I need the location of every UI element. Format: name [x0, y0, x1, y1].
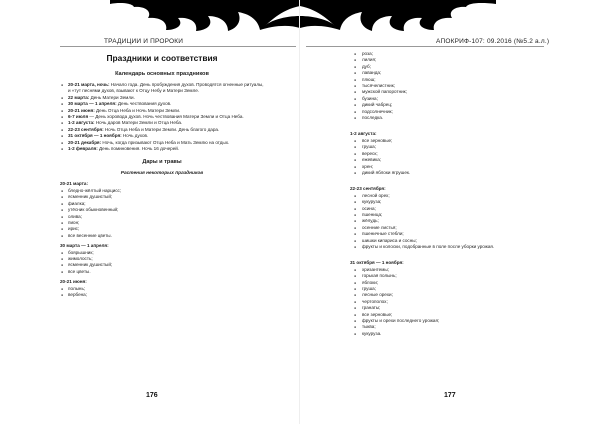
- plant-item: ● ежевика;: [350, 157, 550, 163]
- holiday-item: ● 6-7 июля — День хоровода духов. Ночь чествования Матери Земли и Отца Неба.: [60, 114, 264, 120]
- plant-list: [350, 138, 550, 176]
- holiday-item: ● 31 октября — 1 ноября: Ночь духов.: [60, 133, 264, 139]
- tribal-ornament-left: [110, 0, 300, 32]
- plant-list: [60, 286, 264, 299]
- group-label: 31 октября — 1 ноября:: [350, 260, 404, 266]
- plant-item: ● ясменник душистый;: [60, 262, 264, 268]
- plant-item: ● боярышник;: [60, 250, 264, 256]
- plant-list: [350, 51, 550, 121]
- plant-item: ● мужской папоротник;: [350, 89, 550, 95]
- plant-item: ● осина;: [350, 206, 550, 212]
- holiday-item: ● 1-2 августа: Ночь даров Матери Земли и Отца Неба.: [60, 120, 264, 126]
- group-label: 20-21 июня:: [60, 279, 87, 285]
- plant-item: ● хрен;: [350, 164, 550, 170]
- plant-item: ● фиалка;: [60, 201, 264, 207]
- tribal-ornament-right: [300, 0, 496, 32]
- plant-item: ● яблоки;: [350, 280, 550, 286]
- plant-item: ● вереск;: [350, 151, 550, 157]
- page-number-right: 177: [444, 392, 456, 399]
- holiday-item: ● 30 марта — 1 апреля: День чествования духов.: [60, 101, 264, 107]
- holiday-item: ● 22-23 сентября: Ночь Отца Неба и Матери Земли. День благого дара.: [60, 127, 264, 133]
- plant-item: ● кукуруза;: [350, 199, 550, 205]
- plant-item: ● чертополох;: [350, 299, 550, 305]
- section-subtitle: Растения некоторых праздников: [120, 171, 204, 177]
- plant-list: [350, 193, 550, 251]
- header-rule-left: [60, 46, 296, 47]
- plant-item: ● горькая полынь;: [350, 273, 550, 279]
- plant-item: ● ясменник душистый;: [60, 194, 264, 200]
- plant-item: ● лилия;: [350, 57, 550, 63]
- plant-item: ● шишки кипариса и сосны;: [350, 238, 550, 244]
- plant-item: ● жёлудь;: [350, 218, 550, 224]
- plant-item: ● пшеница;: [350, 212, 550, 218]
- holiday-list: [60, 82, 264, 152]
- plant-item: ● груша;: [350, 286, 550, 292]
- plant-item: ● тыква;: [350, 324, 550, 330]
- plant-item: ● дикий чабрец;: [350, 102, 550, 108]
- plant-item: ● бузина;: [350, 96, 550, 102]
- plant-item: ● осенние листья;: [350, 225, 550, 231]
- plant-item: ● пшеничные стебли;: [350, 231, 550, 237]
- group-label: 30 марта — 1 апреля:: [60, 243, 109, 249]
- plant-item: ● кукуруза.: [350, 331, 550, 337]
- plant-item: ● хризантемы;: [350, 267, 550, 273]
- right-page: [300, 0, 600, 424]
- running-head-right: АПОКРИФ-107: 09.2016 (№5.2 а.л.): [436, 38, 550, 45]
- plant-item: ● гранаты;: [350, 305, 550, 311]
- plant-item: ● все зерновые;: [350, 312, 550, 318]
- right-text-column: [350, 51, 550, 337]
- plant-item: ● утёсник обыкновенный;: [60, 207, 264, 213]
- page-number-left: 176: [146, 392, 158, 399]
- left-text-column: [60, 52, 264, 298]
- plant-item: ● роза;: [350, 51, 550, 57]
- plant-item: ● подсолнечник;: [350, 109, 550, 115]
- holiday-item: ● 1-2 февраля: День поминовения. Ночь 16 дочерей.: [60, 146, 264, 152]
- plant-item: ● фрукты и колоски, подобранные в поле после уборки урожая.: [350, 244, 550, 250]
- plant-list: [60, 188, 264, 239]
- group-label: 22-23 сентября:: [350, 186, 386, 192]
- plant-item: ● полынь;: [60, 286, 264, 292]
- holiday-item: ● 20-21 июня: День Отца Неба и Ночь Матери Земли.: [60, 108, 264, 114]
- plant-item: ● пион;: [60, 220, 264, 226]
- plant-item: ● последка.: [350, 115, 550, 121]
- plant-item: ● лесной орех;: [350, 193, 550, 199]
- page-title: Праздники и соответствия: [106, 53, 218, 63]
- header-rule-right: [306, 46, 544, 47]
- plant-item: ● дуб;: [350, 64, 550, 70]
- group-label: 1-2 августа:: [350, 131, 377, 137]
- holiday-item: ● 20-21 декабря: Ночь, когда призывают Отца Неба и Мать Землю на отдых.: [60, 140, 264, 146]
- plant-item: ● вербена;: [60, 292, 264, 298]
- plant-item: ● фрукты и орехи последнего урожая;: [350, 318, 550, 324]
- section-title: Дары и травы: [142, 159, 182, 166]
- running-head-left: ТРАДИЦИИ И ПРОРОКИ: [104, 38, 184, 45]
- calendar-subtitle: Календарь основных праздников: [115, 71, 209, 77]
- plant-item: ● груша;: [350, 144, 550, 150]
- holiday-item: ● 22 марта: День Матери Земли.: [60, 95, 264, 101]
- plant-item: ● олива;: [60, 214, 264, 220]
- plant-item: ● жимолость;: [60, 256, 264, 262]
- plant-item: ● тысячелистник;: [350, 83, 550, 89]
- plant-item: ● лесные орехи;: [350, 292, 550, 298]
- plant-item: ● ирис;: [60, 226, 264, 232]
- plant-item: ● все цветы.: [60, 269, 264, 275]
- plant-item: ● все весенние цветы.: [60, 233, 264, 239]
- plant-item: ● дикий яблоки ягрушек.: [350, 170, 550, 176]
- plant-item: ● лаванда;: [350, 70, 550, 76]
- plant-list: [350, 267, 550, 337]
- plant-item: ● все зерновые;: [350, 138, 550, 144]
- group-label: 20-21 марта:: [60, 181, 88, 187]
- plant-item: ● плюш;: [350, 77, 550, 83]
- plant-list: [60, 250, 264, 276]
- holiday-item: ● 20-21 марта, ночь: Начало года. День пробуждения духов. Проводятся огненные ритуалы, и «тут песнями духов, взывают к Отцу Небу и Матери Земле.: [60, 82, 264, 95]
- plant-item: ● бледно-жёлтый нарцисс;: [60, 188, 264, 194]
